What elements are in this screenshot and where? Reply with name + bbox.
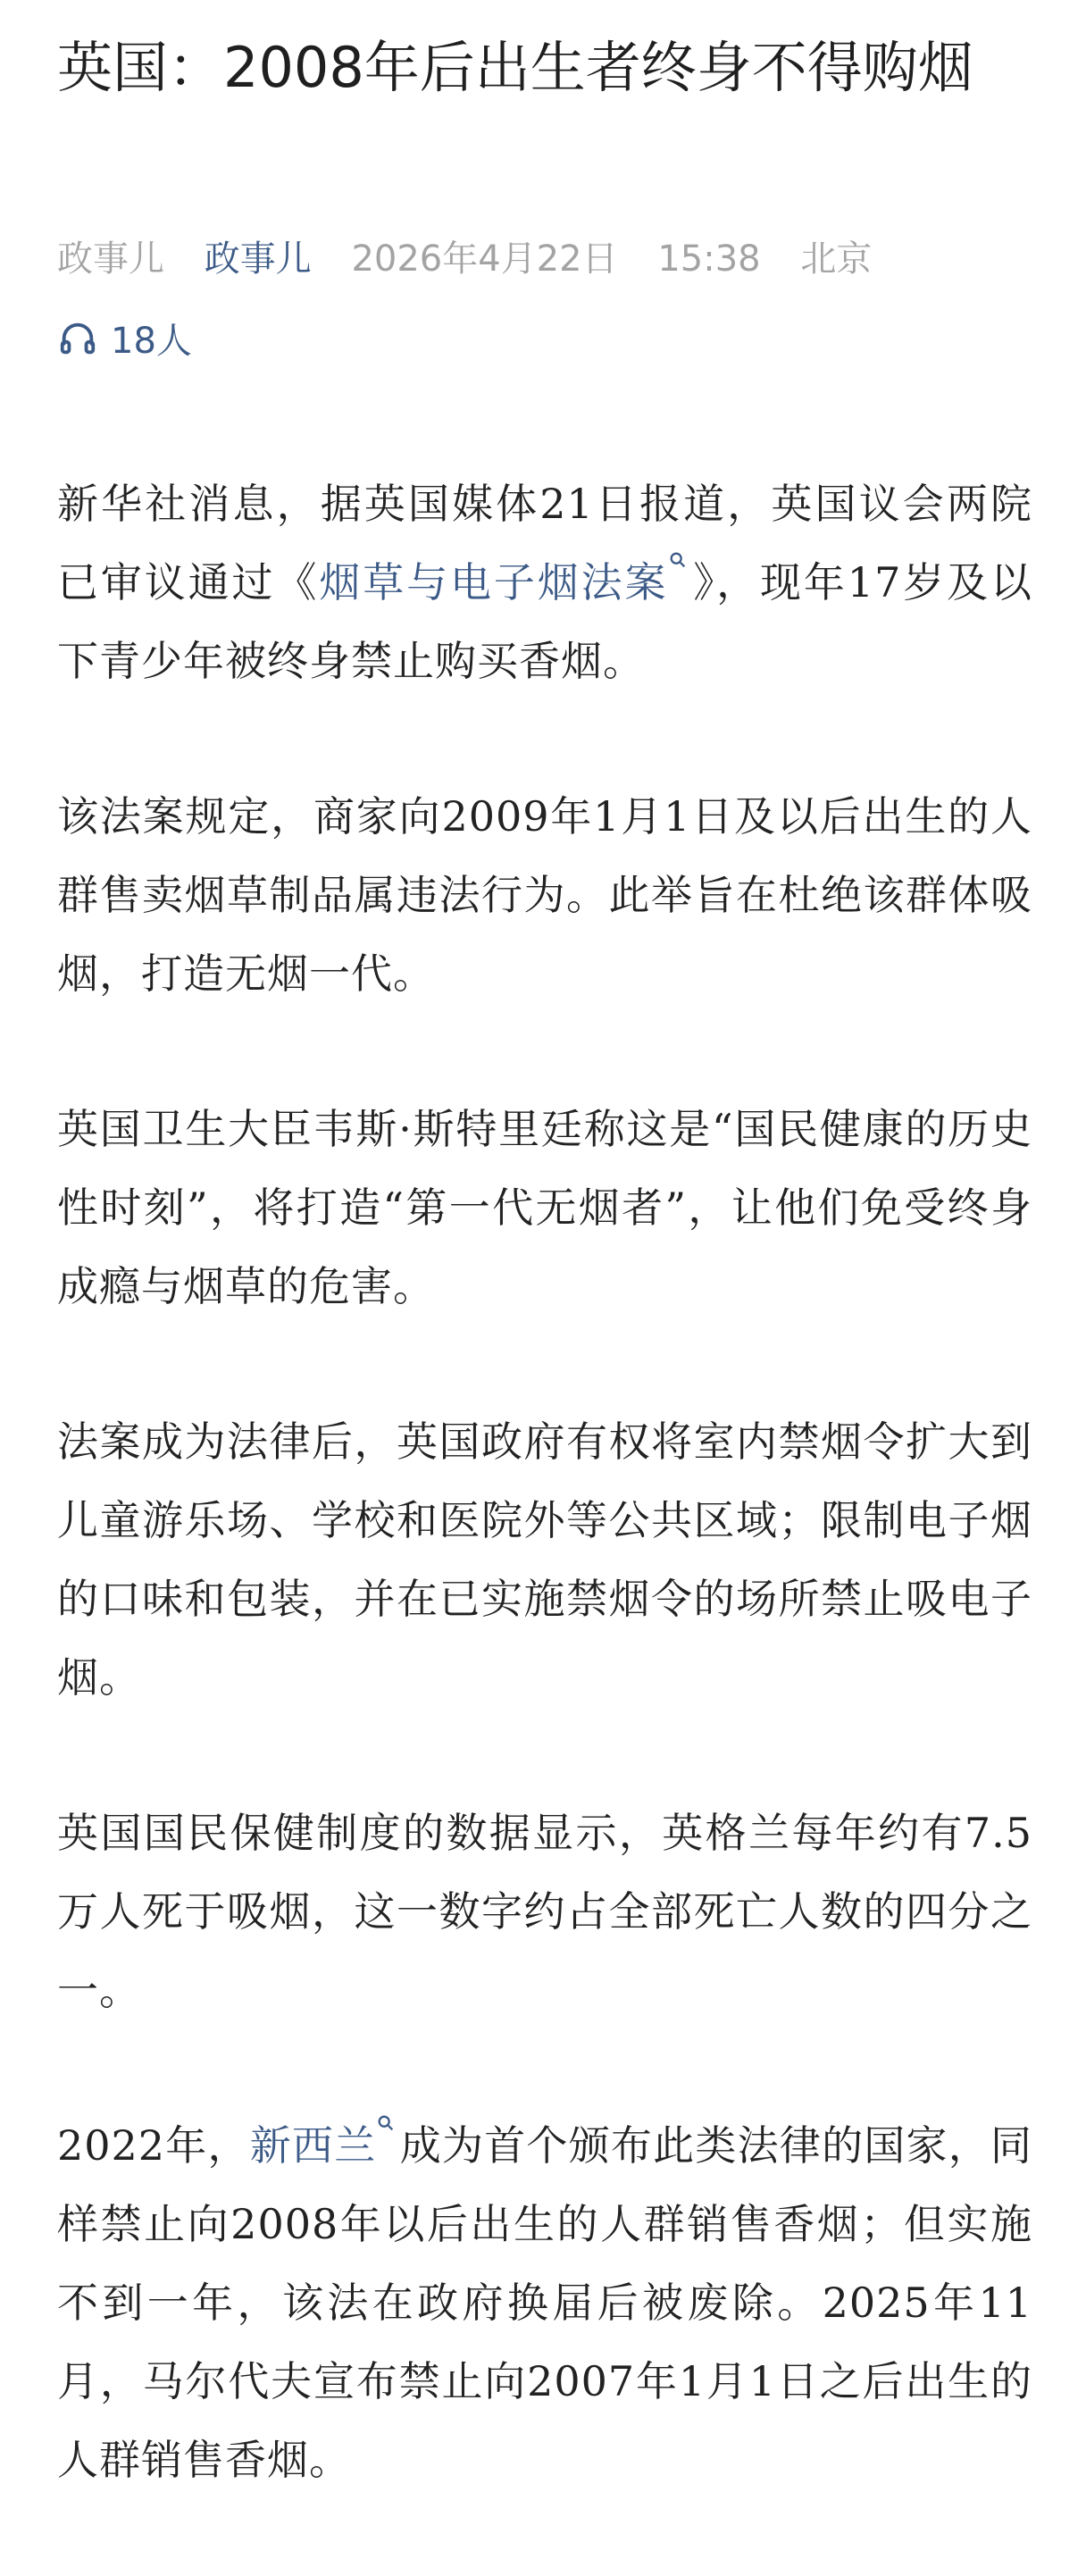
source-label: 政事儿 xyxy=(57,238,164,280)
paragraph-text: 2022年， xyxy=(57,2121,250,2170)
paragraph-text: 》，现年17岁及以下青少年被终身禁止购买香烟。 xyxy=(57,558,1032,685)
headphones-icon xyxy=(57,318,98,359)
search-icon xyxy=(668,550,688,570)
article-body xyxy=(57,464,1032,2576)
paragraph-2: 该法案规定，商家向2009年1月1日及以后出生的人群售卖烟草制品属违法行为。此举旨在杜绝该群体吸烟，打造无烟一代。 xyxy=(57,792,1032,998)
author-link[interactable]: 政事儿 xyxy=(204,238,312,280)
paragraph-3: 英国卫生大臣韦斯·斯特里廷称这是“国民健康的历史性时刻”，将打造“第一代无烟者”，让他们免受终身成瘾与烟草的危害。 xyxy=(57,1105,1032,1310)
paragraph-5: 英国国民保健制度的数据显示，英格兰每年约有7.5万人死于吸烟，这一数字约占全部死亡人数的四分之一。 xyxy=(57,1809,1032,2014)
new-zealand-link-label: 新西兰 xyxy=(249,2121,377,2170)
article-meta xyxy=(57,230,900,281)
article-title: 英国：2008年后出生者终身不得购烟 xyxy=(57,35,973,100)
listen-button[interactable] xyxy=(57,313,192,364)
paragraph-1 xyxy=(57,464,1032,700)
search-icon xyxy=(376,2113,396,2133)
law-link-label: 烟草与电子烟法案 xyxy=(319,558,669,606)
listen-count: 18人 xyxy=(111,321,192,362)
paragraph-4: 法案成为法律后，英国政府有权将室内禁烟令扩大到儿童游乐场、学校和医院外等公共区域；限制电子烟的口味和包装，并在已实施禁烟令的场所禁止吸电子烟。 xyxy=(57,1418,1032,1702)
paragraph-text: 成为首个颁布此类法律的国家，同样禁止向2008年以后出生的人群销售香烟；但实施不到一年，该法在政府换届后被废除。2025年11月，马尔代夫宣布禁止向2007年1月1日之后出生的人群销售香烟。 xyxy=(57,2121,1032,2484)
publish-time: 15:38 xyxy=(657,238,761,280)
publish-date: 2026年4月22日 xyxy=(351,238,618,280)
new-zealand-link[interactable] xyxy=(250,2121,400,2170)
paragraph-6 xyxy=(57,2106,1032,2499)
paragraph-text: 新华社消息，据英国媒体21日报道，英国议会两院已审议通过《 xyxy=(57,480,1032,606)
publish-location: 北京 xyxy=(800,238,873,280)
law-link[interactable] xyxy=(319,558,691,606)
